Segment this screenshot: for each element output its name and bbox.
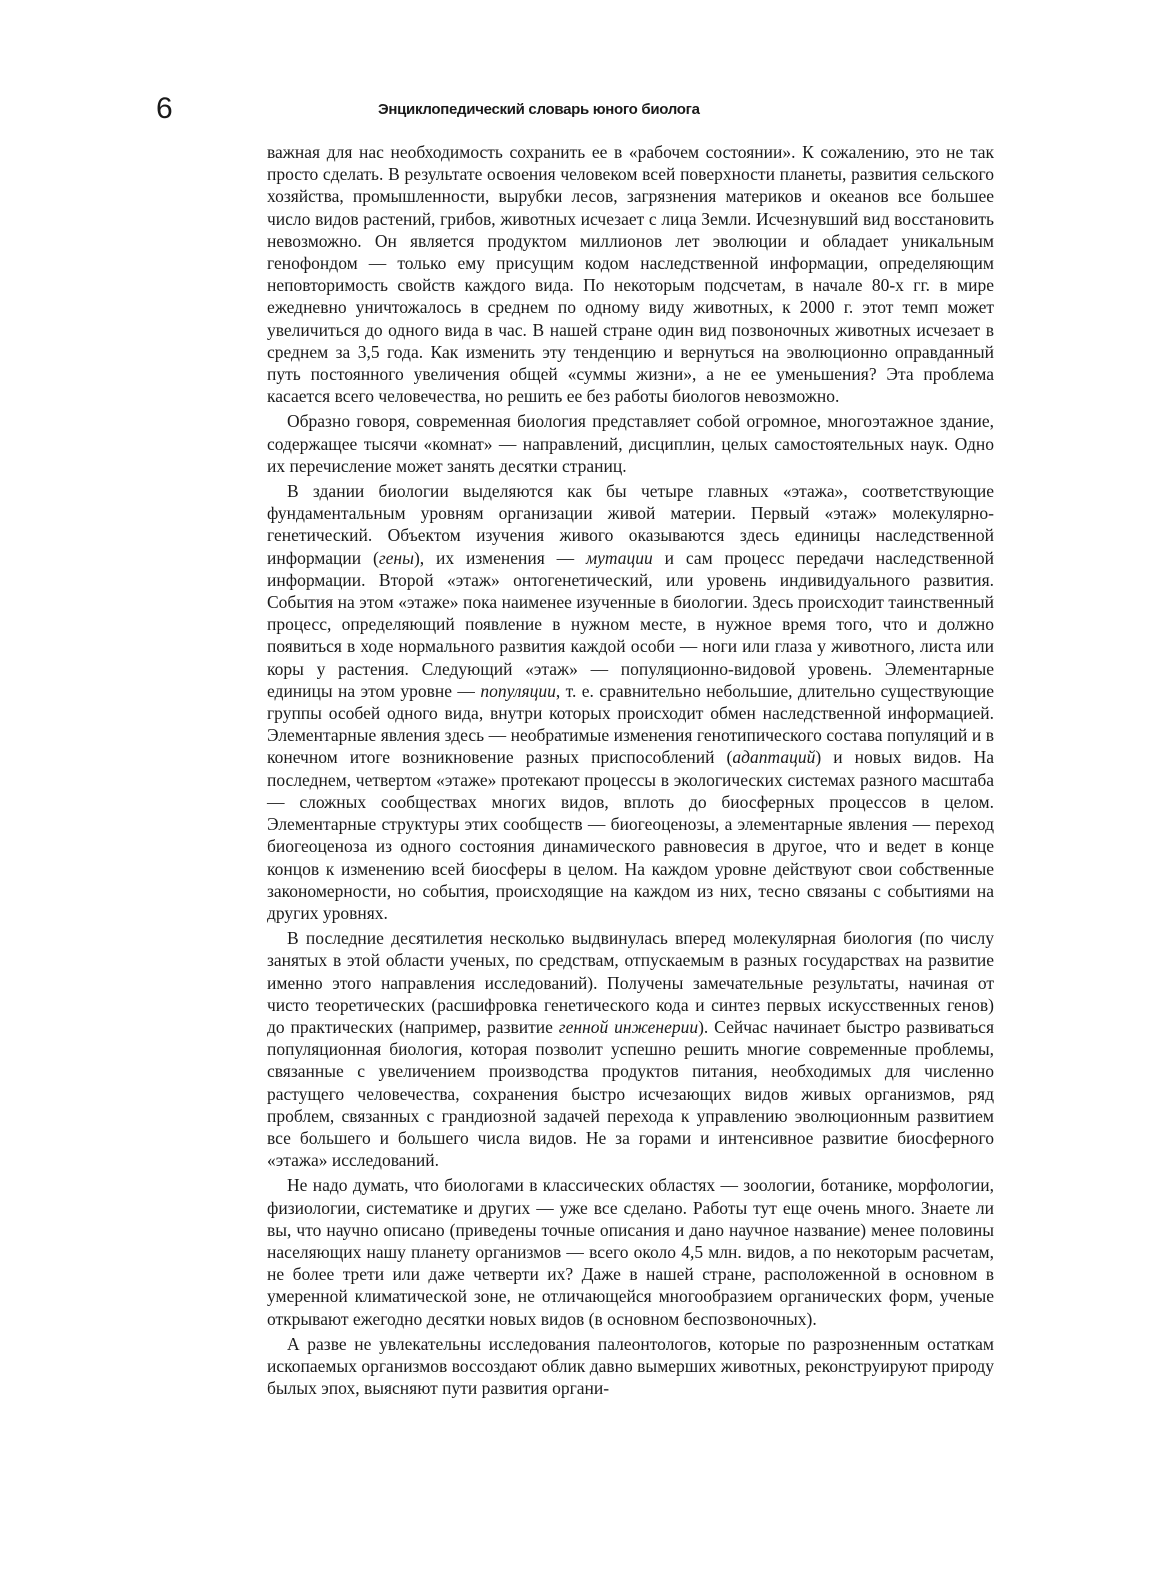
term-populations: популяции [480, 680, 556, 701]
paragraph-5: Не надо думать, что биологами в классических областях — зоологии, ботанике, морфологии, физиологии, систематике и других — уже все сделано. Работы тут еще очень много. Знаете ли вы, что научно описано (приведены точные описания и дано научное название) менее половины населяющих нашу планету организмов — всего около 4,5 млн. видов, а по некоторым расчетам, не более трети или даже четверти их? Даже в нашей стране, расположенной в основном в умеренной климатической зоне, не отличающейся многообразием органических форм, ученые открывают ежегодно десятки новых видов (в основном беспозвоночных). [267, 1175, 994, 1329]
term-genes: гены [378, 547, 414, 568]
page-number: 6 [156, 92, 173, 125]
paragraph-2: Образно говоря, современная биология представляет собой огромное, многоэтажное здание, содержащее тысячи «комнат» — направлений, дисциплин, целых самостоятельных наук. Одно их перечисление может занять десятки страниц. [267, 411, 994, 476]
term-genetic-engineering: генной инженерии [558, 1016, 699, 1037]
paragraph-1: важная для нас необходимость сохранить ее в «рабочем состоянии». К сожалению, это не так просто сделать. В результате освоения человеком всей поверхности планеты, развития сельского хозяйства, промышленности, вырубки лесов, загрязнения материков и океанов все большее число видов растений, грибов, животных исчезает с лица Земли. Исчезнувший вид восстановить невозможно. Он является продуктом миллионов лет эволюции и обладает уникальным генофондом — только ему присущим кодом наследственной информации, определяющим неповторимость свойств каждого вида. По некоторым подсчетам, в начале 80-х гг. в мире ежедневно уничтожалось в среднем по одному виду животных, к 2000 г. этот темп может увеличиться до одного вида в час. В нашей стране один вид позвоночных животных исчезает в среднем за 3,5 года. Как изменить эту тенденцию и вернуться на эволюционно оправданный путь постоянного увеличения общей «суммы жизни», а не ее уменьшения? Эта проблема касается всего человечества, но решить ее без работы биологов невозможно. [267, 142, 994, 407]
paragraph-6: А разве не увлекательны исследования палеонтологов, которые по разрозненным остаткам ископаемых организмов воссоздают облик давно вымерших животных, реконструируют природу былых эпох, выясняют пути развития органи- [267, 1333, 994, 1399]
text-span: В здании биологии выделяются как бы четыре главных «этажа», соответствующие фундаментальным уровням организации живой материи. Первый «этаж» молекулярно-генетический. Объектом изучения живого оказываются здесь единицы наследственной информации ( [267, 481, 994, 568]
term-mutations: мутации [585, 547, 653, 568]
text-span: В последние десятилетия несколько выдвинулась вперед молекулярная биология (по числу занятых в этой области ученых, по средствам, отпускаемым в разных государствах на развитие именно этого направления исследований). Получены замечательные результаты, начиная от чисто теоретических (расшифровка генетического кода и синтез первых искусственных генов) до практических (например, развитие [267, 928, 994, 1037]
text-span: , т. е. сравнительно небольшие, длительно существующие группы особей одного вида, внутри которых происходит обмен наследственной информацией. Элементарные явления здесь — необратимые изменения генотипического состава популяций и в конечном итоге возникновение разных приспособлений ( [267, 680, 994, 768]
paragraph-3 [267, 480, 994, 924]
running-head: Энциклопедический словарь юного биолога [378, 101, 700, 118]
text-span: ), их изменения — [413, 547, 586, 568]
text-span: ). Сейчас начинает быстро развиваться популяционная биология, которая позволит успешно решить многие современные проблемы, связанные с увеличением производства продуктов питания, необходимых для численно растущего человечества, сохранения быстро исчезающих видов живых организмов, ряд проблем, связанных с грандиозной задачей перехода к управлению эволюционным развитием все большего и большего числа видов. Не за горами и интенсивное развитие биосферного «этажа» исследований. [267, 1016, 994, 1171]
paragraph-4 [267, 927, 994, 1171]
body-text [267, 141, 994, 1399]
text-span: и сам процесс передачи наследственной информации. Второй «этаж» онтогенетический, или уровень индивидуального развития. События на этом «этаже» пока наименее изученные в биологии. Здесь происходит таинственный процесс, определяющий появление в нужном месте, в нужное время того, что и должно появиться в ходе нормального развития каждой особи — ноги или глаза у животного, листа или коры у растения. Следующий «этаж» — популяционно-видовой уровень. Элементарные единицы на этом уровне — [267, 547, 994, 701]
term-adaptations: адаптаций [732, 747, 816, 768]
text-span: ) и новых видов. На последнем, четвертом «этаже» протекают процессы в экологических системах разного масштаба — сложных сообществах многих видов, вплоть до биосферных процессов в целом. Элементарные структуры этих сообществ — биогеоценозы, а элементарные явления — переход биогеоценоза из одного состояния динамического равновесия в другое, что и ведет в конце концов к изменению всей биосферы в целом. На каждом уровне действуют свои собственные закономерности, но события, происходящие на каждом из них, тесно связаны с событиями на других уровнях. [267, 747, 994, 923]
